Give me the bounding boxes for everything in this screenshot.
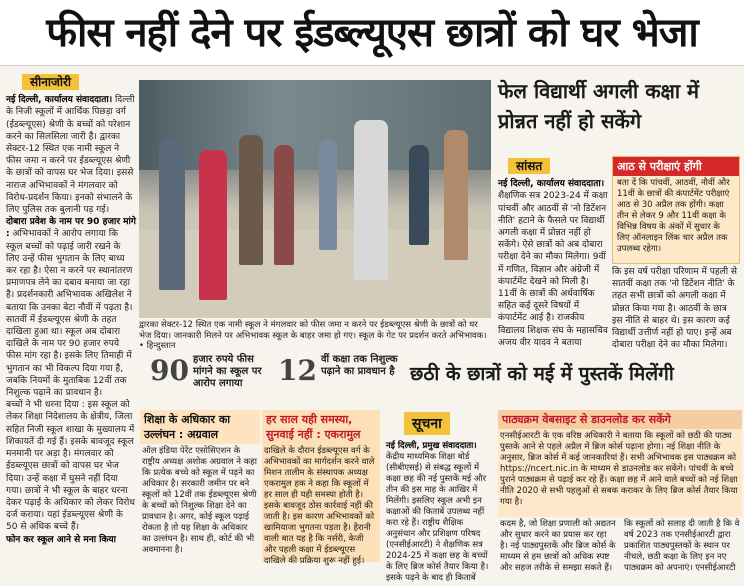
syllabus-section: [498, 410, 742, 573]
right-body-continued: कि इस वर्ष परीक्षा परिणाम में पहली से सातवीं कक्षा तक 'नो डिटेंशन नीति' के तहत सभी छात्रों को अगली कक्षा में प्रोन्नत किया गया है। आठवीं के छात्र इस नीति से बाहर थे। इस कारण कई विद्यार्थी उत्तीर्ण नहीं हो पाए। इन्हें अब दोबारा परीक्षा देने का मौका मिलेगा।: [612, 267, 738, 351]
left-body-1: दिल्ली के निजी स्कूलों में आर्थिक पिछड़ा वर्ग (ईडब्ल्यूएस) श्रेणी के बच्चों को परेशान करने का सिलसिला जारी है। द्वारका सेक्टर-12 स्थित एक नामी स्कूल ने फीस जमा न करने पर ईडब्ल्यूएस श्रेणी के छात्रों को वापस घर भेज दिया। इससे नाराज अभिभावकों ने मंगलवार को विरोध-प्रदर्शन किया। इनको संभालने के लिए पुलिस तक बुलानी पड़ गई।: [6, 95, 135, 216]
left-body-3: बच्चों ने भी धरना दिया : इस स्कूल को लेकर शिक्षा निदेशालय के क्षेत्रीय, जिला सहित निजी स्कूल शाखा के मुख्यालय में शिकायतें दी गई हैं। इसके बावजूद स्कूल मनमानी पर अड़ा है। मंगलवार को ईडब्ल्यूएस छात्रों को वापस घर भेज दिया। उन्हें कक्षा में घुसने नहीं दिया गया। छात्रों ने भी स्कूल के बाहर धरना देकर पढ़ाई के अधिकार को लेकर विरोध दर्ज कराया। यहां ईडब्ल्यूएस श्रेणी के 50 से अधिक बच्चे हैं।: [6, 400, 135, 533]
stat-text: वीं कक्षा तक निशुल्क पढ़ाने का प्रावधान है: [320, 354, 398, 377]
syllabus-text-3: कि स्कूलों को सलाह दी जाती है कि वे वर्ष 2023 तक एनसीईआरटी द्वारा प्रकाशित पाठ्यपुस्तकों के स्थान पर नीचले, छठी कक्षा के लिए इन नए पाठ्यक्रम को अपनाएं। एनसीईआरटी: [624, 519, 740, 573]
stat-number: 90: [150, 354, 189, 387]
left-tag: सीनाजोरी: [22, 74, 79, 90]
photo-caption: द्वारका सेक्टर-12 स्थित एक नामी स्कूल ने मंगलवार को फीस जमा न करने पर ईडब्ल्यूएस श्रेणी के छात्रों को घर भेज दिया। जानकारी मिलने पर अभिभावक स्कूल के बाहर जमा हो गए। स्कूल के गेट पर प्रदर्शन करते अभिभावक। • हिन्दुस्तान: [139, 320, 487, 351]
right-byline: नई दिल्ली, कार्यालय संवाददाता।: [498, 179, 605, 190]
complaint-head: हर साल यही समस्या, सुनवाई नहीं : एकरामुल: [266, 413, 361, 441]
exam-info-box: [612, 156, 740, 264]
left-subhead-1: दोबारा प्रवेश के नाम पर 90 हजार मांगे :: [6, 217, 136, 240]
exam-box-head: आठ से परीक्षाएं होंगी: [613, 157, 739, 176]
right-article-column: [498, 156, 608, 356]
books-headline: छठी के छात्रों को मई में पुस्तकें मिलेंगी: [410, 363, 674, 385]
right-headline: फेल विद्यार्थी अगली कक्षा में प्रोन्नत नहीं हो सकेंगे: [498, 79, 699, 133]
complaint-text: दाखिले के दौरान ईडब्ल्यूएस वर्ग के अभिभावकों का मार्गदर्शन करने वाले मिशन तालीम के संस्थापक अध्यक्ष एकरामुल हक ने कहा कि स्कूलों में हर साल ही यही समस्या होती है। इसके बावजूद ठोस कार्रवाई नहीं की जाती है। इस कारण अभिभावकों को खामियाजा भुगतना पड़ता है। हैरानी वाली बात यह है कि नर्सरी, केजी और पहली कक्षा में ईडब्ल्यूएस दाखिले की प्रक्रिया शुरू नहीं हुई।: [264, 446, 375, 566]
stat-number: 12: [278, 354, 317, 387]
rights-section: [140, 410, 260, 562]
photo-person: [319, 140, 337, 250]
left-body-4: फोन कर स्कूल आने से मना किया: [6, 534, 116, 545]
info-byline: नई दिल्ली, प्रमुख संवाददाता।: [386, 441, 477, 451]
syllabus-head: पाठ्यक्रम वेबसाइट से डाउनलोड कर सकेंगे: [498, 410, 742, 429]
photo-gate: [139, 80, 491, 170]
left-byline: नई दिल्ली, कार्यालय संवाददाता।: [6, 95, 113, 106]
stat-12: [278, 354, 406, 404]
stat-text: हजार रुपये फीस मांगने का स्कूल पर आरोप लगाया: [192, 354, 262, 389]
main-headline: फीस नहीं देने पर ईडब्ल्यूएस छात्रों को घर भेजा: [46, 10, 698, 56]
syllabus-text: एनसीईआरटी के एक वरिष्ठ अधिकारी ने बताया कि स्कूलों को छठी की पाठ्य पुस्तकें आने से पहले अप्रैल में ब्रिज कोर्स पढ़ाना होगा। नई शिक्षा नीति के अनुसार, ब्रिज कोर्स में कई जानकारियां हैं। सभी अभिभावक इस पाठ्यक्रम को https://ncert.nic.in के माध्यम से डाउनलोड कर सकेंगे। पांचवीं के बच्चे पुराने पाठ्यक्रम से पढ़ाई कर रहे हैं। कक्षा छह में आने वाले बच्चों को नई शिक्षा नीति 2020 से सभी पहलुओं से सबक कराकर के लिए ब्रिज कोर्स तैयार किया गया है।: [498, 429, 742, 517]
left-article-column: [6, 72, 136, 562]
rights-head: शिक्षा के अधिकार का उल्लंघन : अग्रवाल: [140, 410, 260, 444]
photo-person: [274, 145, 294, 265]
main-headline-bar: [0, 0, 744, 66]
exam-box-text: बता दें कि पांचवीं, आठवीं, नौवीं और 11वीं के छात्रों की कंपार्टमेंट परीक्षाएं आठ से 30 अप्रैल तक होंगी। कक्षा तीन से लेकर 9 और 11वीं कक्षा के विभिन्न विषय के अंकों में सुधार के लिए ऑनलाइन लिंक चार अप्रैल तक उपलब्ध रहेगा।: [617, 178, 730, 254]
photo-person: [444, 130, 468, 260]
rights-text: ऑल इंडिया पेरेंट एसोसिएशन के राष्ट्रीय अध्यक्ष अशोक अग्रवाल ने कहा कि प्रत्येक बच्चे को स्कूल में पढ़ने का अधिकार है। सरकारी जमीन पर बने स्कूलों को 12वीं तक ईडब्ल्यूएस श्रेणी के बच्चों को निशुल्क शिक्षा देने का प्रावधान है। अगर, कोई स्कूल पढ़ाई रोकता है तो यह शिक्षा के अधिकार का उल्लंघन है। साथ ही, कोर्ट की भी अवमानना है।: [142, 446, 257, 555]
complaint-section: [262, 410, 380, 566]
info-section: [384, 410, 496, 583]
left-body-2: अभिभावकों ने आरोप लगाया कि स्कूल बच्चों को पढ़ाई जारी रखने के लिए उन्हें फीस भुगतान के लिए बाध्य कर रहा है। ऐसा न करने पर स्थानांतरण प्रमाणपत्र लेने का दबाव बनाया जा रहा है। प्रदर्शनकारी अभिभावक अखिलेश ने बताया कि उनका बेटा नौवीं में पढ़ता है। सातवीं में ईडब्ल्यूएस श्रेणी के तहत दाखिला हुआ था। स्कूल अब दोबारा दाखिले के नाम पर 90 हजार रुपये फीस मांग रहा है। इसके लिए तिमाही में भुगतान का भी विकल्प दिया गया है, जबकि नियमों के मुताबिक 12वीं तक निशुल्क पढ़ाने का प्रावधान है।: [6, 229, 133, 399]
info-tag: सूचना: [404, 412, 450, 435]
info-text: केंद्रीय माध्यमिक शिक्षा बोर्ड (सीबीएसई) से संबद्ध स्कूलों में कक्षा छह की नई पुस्तकें मई और तीन की इस माह के आखिर में मिलेंगी। इसलिए स्कूल अभी इन कक्षाओं की किताबें उपलब्ध नहीं करा रहे हैं। राष्ट्रीय शैक्षिक अनुसंधान और प्रशिक्षण परिषद (एनसीईआरटी) ने शैक्षणिक सत्र 2024-25 में कक्षा छह के बच्चों के लिए ब्रिज कोर्स तैयार किया है। इसके पढ़ने के बाद ही किताबें: [386, 452, 489, 583]
photo-person: [199, 150, 227, 300]
news-photo: [139, 80, 491, 318]
photo-person: [239, 135, 263, 265]
right-body: शैक्षणिक सत्र 2023-24 में कक्षा पांचवीं और आठवीं से 'नो डिटेंशन नीति' हटाने के फैसले पर विद्यार्थी अगली कक्षा में प्रोन्नत नहीं हो सकेंगे। ऐसे छात्रों को अब दोबारा परीक्षा देने का मौका मिलेगा। 9वीं में गणित, विज्ञान और अंग्रेजी में कंपार्टमेंट देखने को मिली है। 11वीं के छात्रों की अर्धवार्षिक सहित कई दूसरे विषयों में कंपार्टमेंट आई है। राजकीय विद्यालय शिक्षक संघ के महासचिव अजय वीर यादव ने बताया: [498, 191, 608, 348]
photo-ground: [139, 230, 491, 318]
photo-person: [409, 145, 429, 245]
stat-90: [150, 354, 270, 404]
photo-person: [354, 120, 388, 280]
syllabus-text-2: कदम है, जो शिक्षा प्रणाली को अद्यतन और सुधार करने का प्रयास कर रहा है। नई पाठ्यपुस्तकें और ब्रिज कोर्स के माध्यम से हम छात्रों को अधिक स्पष्ट और सहज तरीके से समझा सकते हैं।: [500, 519, 616, 573]
right-tag: सांसत: [508, 158, 550, 174]
photo-person: [159, 140, 185, 290]
